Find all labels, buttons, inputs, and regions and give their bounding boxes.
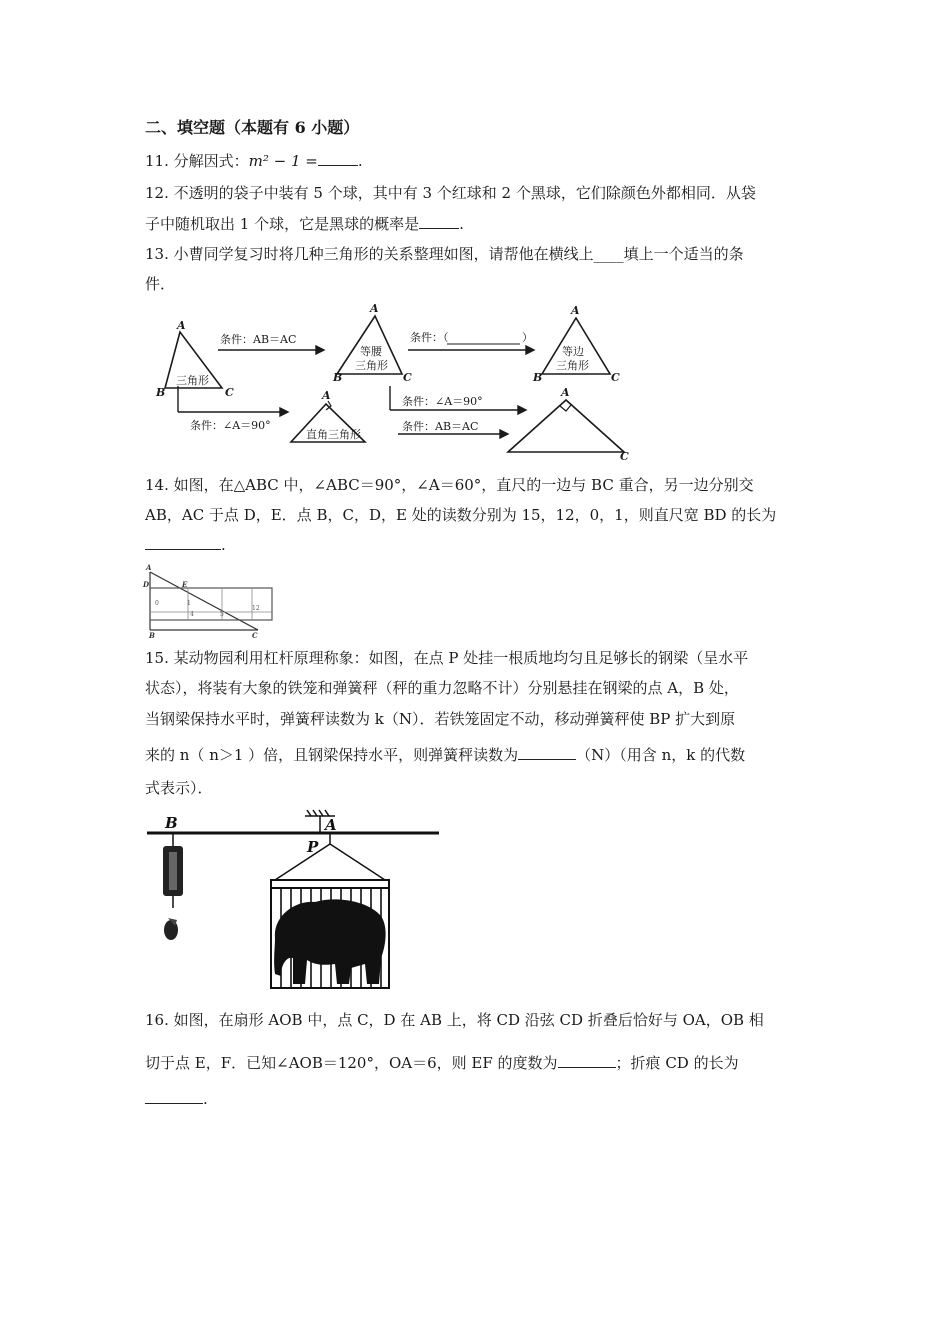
question-15 (145, 744, 745, 765)
diagram-vertex-c: C (611, 371, 620, 384)
label-isosceles-2: 三角形 (355, 359, 388, 372)
triangle-relationship-diagram (150, 300, 650, 465)
lever-label-b: B (165, 814, 178, 832)
q16-line2b: ；折痕 CD 的长为 (615, 1054, 739, 1072)
diagram-vertex-b: B (333, 371, 343, 384)
ruler-tick: 12 (252, 605, 260, 612)
ruler-vertex-d: D (143, 580, 150, 589)
q13-line2: 件． (145, 275, 176, 293)
q12-answer-blank[interactable] (419, 213, 459, 229)
question-14 (145, 534, 226, 555)
diagram-vertex-c: C (225, 386, 234, 399)
condition-ab-ac: 条件：AB＝AC (220, 333, 297, 346)
q12-line1: 12. 不透明的袋子中装有 5 个球，其中有 3 个红球和 2 个黑球，它们除颜色外都相同．从袋 (145, 184, 756, 202)
q12-suffix: . (459, 215, 464, 233)
q15-answer-blank[interactable] (518, 744, 576, 760)
condition-angle-90-b: 条件：∠A＝90° (190, 419, 271, 432)
q11-suffix: . (357, 152, 363, 170)
ruler-vertex-c: C (252, 631, 258, 640)
condition-blank-open: 条件：（ (410, 331, 449, 344)
diagram-vertex-a: A (322, 389, 331, 402)
section-title: 二、填空题（本题有 6 小题） (145, 118, 360, 137)
q11-prefix: 11. 分解因式： (145, 152, 249, 170)
question-11 (145, 150, 363, 171)
condition-blank-close: ） (522, 331, 533, 344)
ruler-tick: 5 (220, 611, 224, 618)
lever-label-a: A (325, 816, 337, 834)
ruler-tick: 1 (187, 600, 191, 607)
q15-line4b: （N）（用含 n，k 的代数 (576, 746, 746, 764)
lever-label-p: P (307, 838, 319, 856)
question-12 (145, 213, 464, 234)
condition-ab-ac-b: 条件：AB＝AC (402, 420, 479, 433)
q14-line1: 14. 如图，在△ABC 中，∠ABC＝90°，∠A＝60°，直尺的一边与 BC 重合，另一边分别交 (145, 476, 754, 494)
q16-suffix: . (203, 1090, 208, 1108)
diagram-vertex-c: C (403, 371, 412, 384)
label-isosceles-1: 等腰 (360, 345, 382, 358)
q16-answer-blank-1[interactable] (558, 1052, 616, 1068)
diagram-vertex-a: A (561, 386, 570, 399)
q15-line4a: 来的 n（ n＞1 ）倍，且钢梁保持水平，则弹簧秤读数为 (145, 746, 519, 764)
ruler-vertex-b: B (149, 631, 155, 640)
diagram-vertex-c: C (620, 450, 629, 463)
diagram-vertex-b: B (156, 386, 166, 399)
q11-math: m² − 1 = (248, 152, 318, 170)
ruler-tick: 0 (155, 600, 159, 607)
label-triangle: 三角形 (176, 374, 209, 387)
label-right-triangle: 直角三角形 (306, 428, 361, 441)
q14-answer-blank[interactable] (145, 534, 221, 550)
q15-line2: 状态），将装有大象的铁笼和弹簧秤（秤的重力忽略不计）分别悬挂在钢梁的点 A，B 处， (145, 679, 739, 697)
diagram-vertex-a: A (177, 319, 186, 332)
diagram-vertex-a: A (370, 302, 379, 315)
q14-suffix: . (221, 536, 226, 554)
q14-line2: AB，AC 于点 D，E．点 B，C，D，E 处的读数分别为 15，12，0，1，则直尺宽 BD 的长为 (145, 506, 777, 524)
diagram-vertex-b: B (533, 371, 543, 384)
condition-angle-90: 条件：∠A＝90° (402, 395, 483, 408)
ruler-triangle-figure (140, 560, 280, 640)
q16-answer-blank-2[interactable] (145, 1088, 203, 1104)
lever-elephant-figure (145, 808, 445, 993)
q16-line1: 16. 如图，在扇形 AOB 中，点 C，D 在 AB 上，将 CD 沿弦 CD 折叠后恰好与 OA，OB 相 (145, 1011, 764, 1029)
question-16-line3 (145, 1088, 208, 1109)
ruler-vertex-e: E (182, 580, 188, 589)
q15-line1: 15. 某动物园利用杠杆原理称象：如图，在点 P 处挂一根质地均匀且足够长的钢梁（呈水平 (145, 649, 749, 667)
q16-line2a: 切于点 E，F．已知∠AOB＝120°，OA＝6，则 EF 的度数为 (145, 1054, 558, 1072)
q15-line5: 式表示）． (145, 779, 213, 797)
q13-line1: 13. 小曹同学复习时将几种三角形的关系整理如图，请帮他在横线上____填上一个适当的条 (145, 245, 744, 263)
q12-line2: 子中随机取出 1 个球，它是黑球的概率是 (145, 215, 420, 233)
q11-answer-blank[interactable] (318, 150, 358, 166)
label-equilateral-2: 三角形 (556, 359, 589, 372)
ruler-vertex-a: A (146, 563, 152, 572)
diagram-vertex-a: A (571, 304, 580, 317)
label-equilateral-1: 等边 (562, 345, 584, 358)
q15-line3: 当钢梁保持水平时，弹簧秤读数为 k（N）．若铁笼固定不动，移动弹簧秤使 BP 扩大到原 (145, 710, 736, 728)
question-16-line2 (145, 1052, 739, 1073)
ruler-tick: 4 (190, 611, 194, 618)
